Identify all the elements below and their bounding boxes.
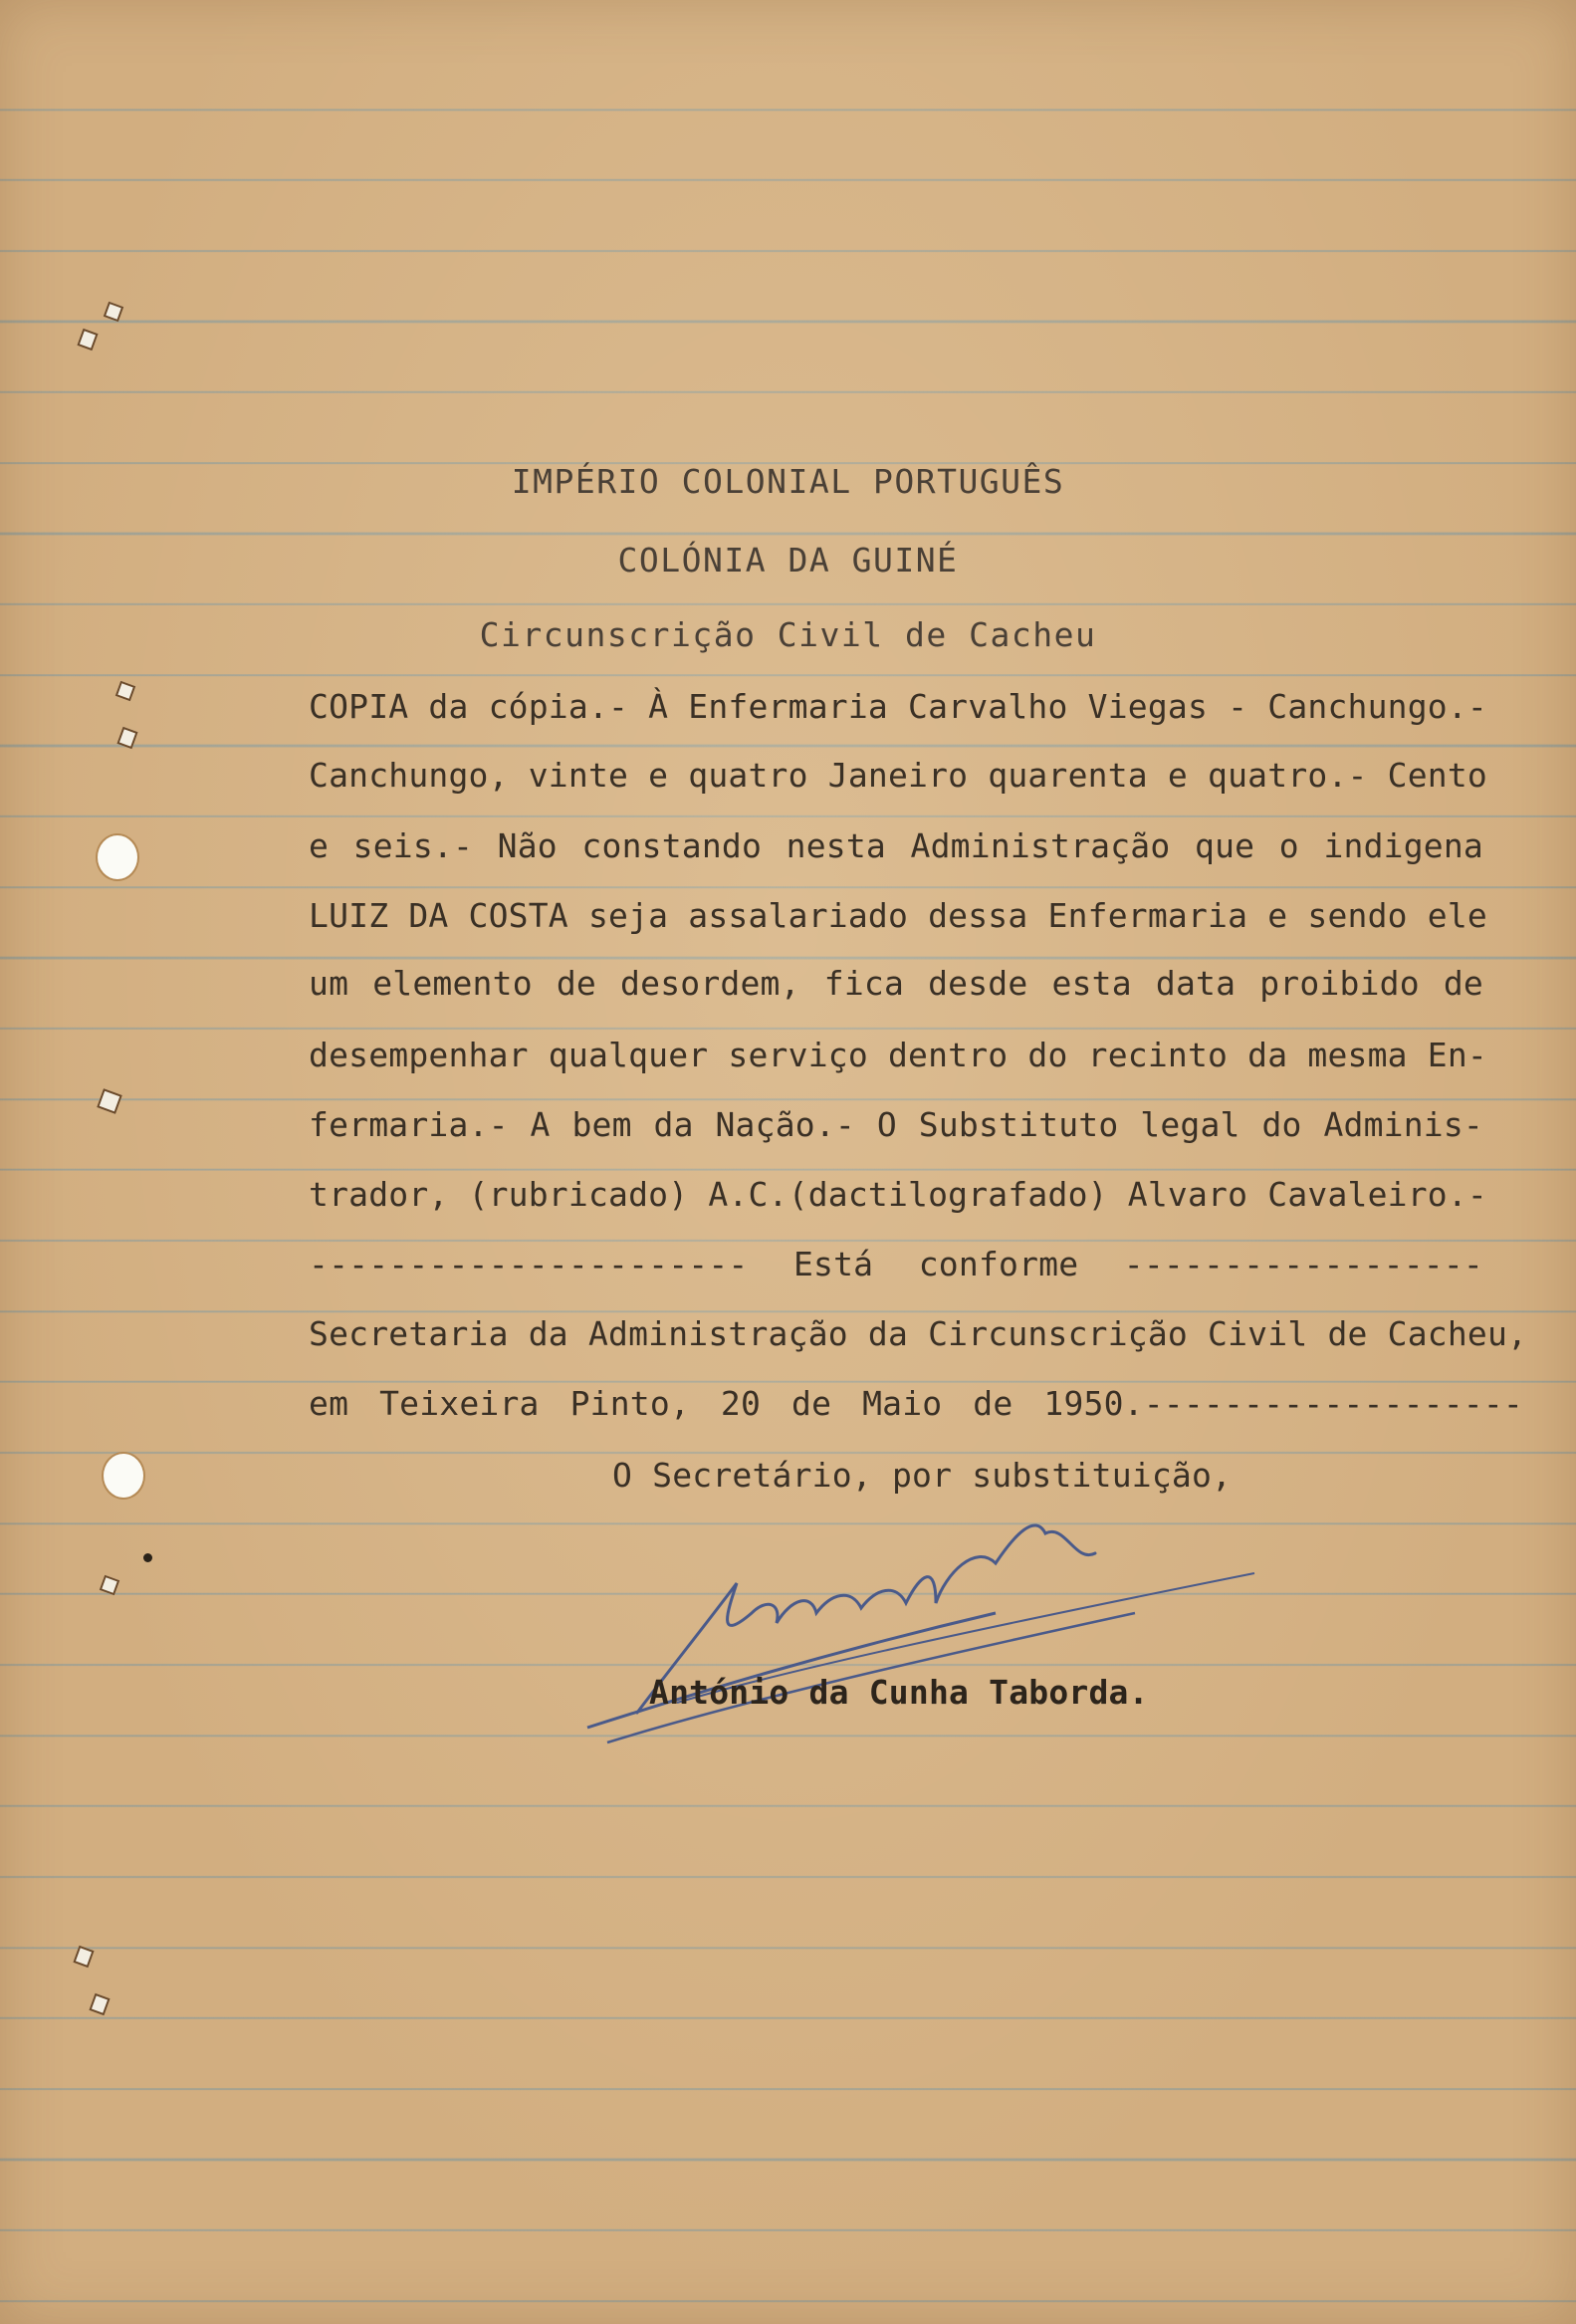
body-line: fermaria.- A bem da Nação.- O Substituto legal do Adminis- — [309, 1105, 1483, 1144]
binder-hole-top — [96, 833, 139, 881]
header-empire: IMPÉRIO COLONIAL PORTUGUÊS — [511, 462, 1065, 501]
body-line: trador, (rubricado) A.C.(dactilografado) Alvaro Cavaleiro.- — [309, 1175, 1487, 1214]
punch-mark — [100, 1575, 120, 1596]
body-line: LUIZ DA COSTA seja assalariado dessa Enfermaria e sendo ele — [309, 896, 1487, 935]
punch-mark — [115, 681, 136, 702]
punch-mark — [77, 329, 98, 350]
punch-mark — [73, 1946, 94, 1968]
body-line: desempenhar qualquer serviço dentro do recinto da mesma En- — [309, 1036, 1487, 1074]
binder-hole-bottom — [102, 1452, 145, 1500]
closing-place-date: em Teixeira Pinto, 20 de Maio de 1950.------------------- — [309, 1384, 1523, 1423]
punch-mark — [104, 302, 124, 323]
body-line: e seis.- Não constando nesta Administração que o indigena — [309, 826, 1483, 865]
punch-mark — [97, 1088, 122, 1114]
header-colony: COLÓNIA DA GUINÉ — [617, 541, 959, 580]
punch-mark — [89, 1993, 110, 2015]
punch-mark — [116, 727, 137, 749]
signer-name: António da Cunha Taborda. — [649, 1673, 1149, 1712]
body-line: um elemento de desordem, fica desde esta data proibido de — [309, 964, 1483, 1003]
closing-office: Secretaria da Administração da Circunscrição Civil de Cacheu, — [309, 1314, 1528, 1353]
body-line: COPIA da cópia.- À Enfermaria Carvalho Viegas - Canchungo.- — [309, 687, 1487, 726]
signer-role: O Secretário, por substituição, — [612, 1456, 1233, 1495]
body-line: Canchungo, vinte e quatro Janeiro quarenta e quatro.- Cento — [309, 756, 1487, 795]
ink-dot — [143, 1553, 152, 1562]
handwritten-signature — [577, 1504, 1274, 1762]
header-circumscription: Circunscrição Civil de Cacheu — [479, 615, 1097, 654]
conformity-line: ---------------------- Está conforme ------------------ — [309, 1245, 1483, 1283]
